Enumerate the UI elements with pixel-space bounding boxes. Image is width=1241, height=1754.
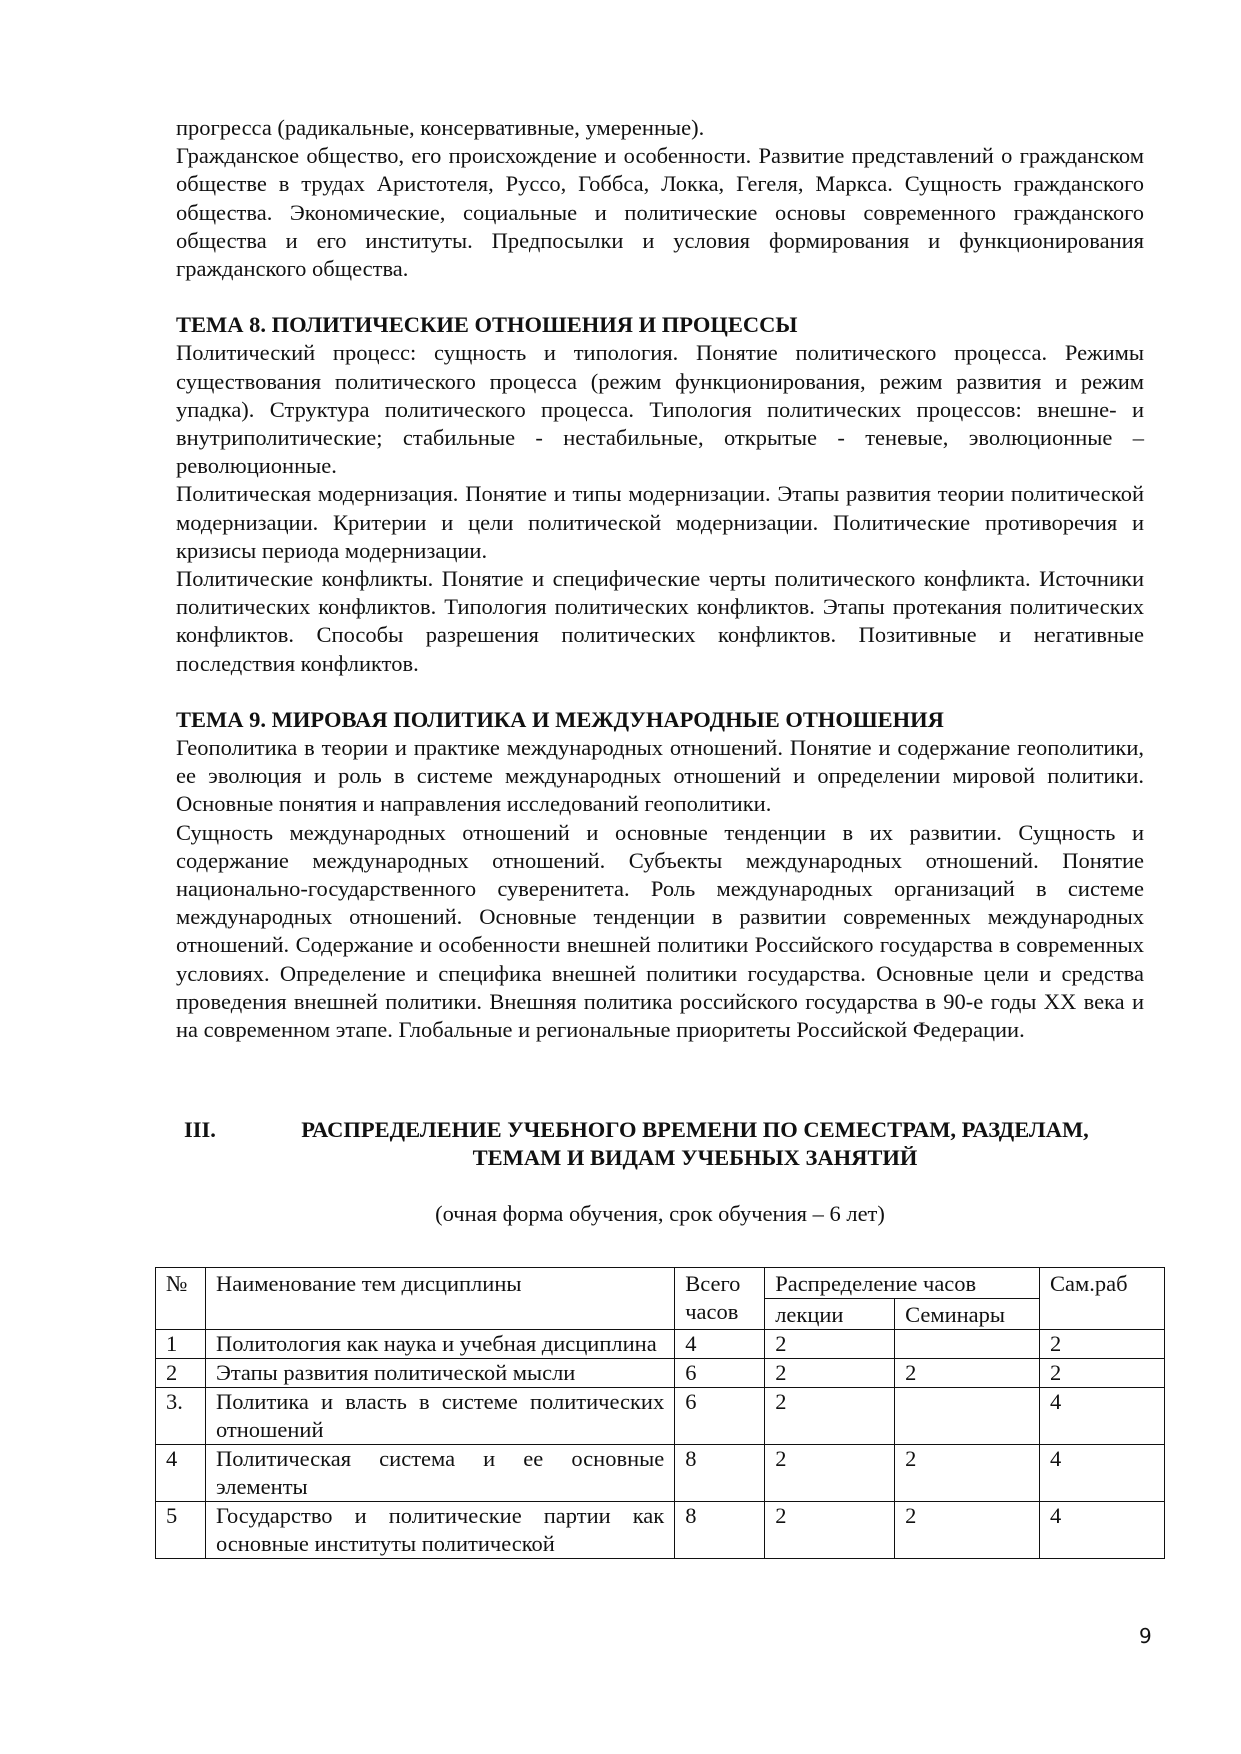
cell-total: 6 [675,1388,765,1445]
paragraph: Политические конфликты. Понятие и специфические черты политического конфликта. Источники политических конфликтов. Типология политических конфликтов. Этапы протекания политических конфликтов. Способы разрешения политических конфликтов. Позитивные и негативные последствия конфликтов. [176,566,1144,676]
paragraph: Гражданское общество, его происхождение и особенности. Развитие представлений о гражданском обществе в трудах Аристотеля, Руссо, Гоббса, Локка, Гегеля, Маркса. Сущность гражданского общества. Экономические, социальные и политические основы современного гражданского общества и его институты. Предпосылки и условия формирования и функционирования гражданского общества. [176,143,1144,282]
table-row [156,1445,1165,1502]
section-heading [176,1116,1144,1172]
header-distribution: Распределение часов [765,1268,1040,1299]
header-num: № [156,1268,206,1330]
document-body [176,114,1144,1044]
header-name: Наименование тем дисциплины [205,1268,674,1330]
header-total-line1: Всего [685,1271,741,1296]
cell-name: Политология как наука и учебная дисциплина [205,1330,674,1359]
cell-selfwork: 2 [1040,1359,1165,1388]
paragraph: прогресса (радикальные, консервативные, умеренные). [176,115,705,140]
section-title-line-2: ТЕМАМ И ВИДАМ УЧЕБНЫХ ЗАНЯТИЙ [472,1145,918,1170]
cell-selfwork: 4 [1040,1502,1165,1559]
topic-9-heading: ТЕМА 9. МИРОВАЯ ПОЛИТИКА И МЕЖДУНАРОДНЫЕ ОТНОШЕНИЯ [176,706,944,732]
cell-name: Этапы развития политической мысли [205,1359,674,1388]
cell-lectures: 2 [765,1502,895,1559]
paragraph: Сущность международных отношений и основные тенденции в их развитии. Сущность и содержание международных отношений. Субъекты международных отношений. Понятие национально-государственного суверенитета. Роль международных организаций в системе международных отношений. Основные тенденции в развитии современных международных отношений. Содержание и особенности внешней политики Российского государства в современных условиях. Определение и специфика внешней политики государства. Основные цели и средства проведения внешней политики. Внешняя политика российского государства в 90-е годы XX века и на современном этапе. Глобальные и региональные приоритеты Российской Федерации. [176,819,1144,1043]
cell-total: 6 [675,1359,765,1388]
cell-lectures: 2 [765,1359,895,1388]
table-row [156,1359,1165,1388]
cell-total: 8 [675,1445,765,1502]
cell-lectures: 2 [765,1388,895,1445]
section-subtitle: (очная форма обучения, срок обучения – 6 лет) [435,1201,885,1226]
cell-total: 4 [675,1330,765,1359]
cell-selfwork: 4 [1040,1445,1165,1502]
cell-seminars [895,1330,1040,1359]
cell-num: 2 [156,1359,206,1388]
cell-seminars: 2 [895,1359,1040,1388]
cell-num: 1 [156,1330,206,1359]
cell-seminars [895,1388,1040,1445]
cell-selfwork: 4 [1040,1388,1165,1445]
cell-selfwork: 2 [1040,1330,1165,1359]
cell-lectures: 2 [765,1445,895,1502]
cell-total: 8 [675,1502,765,1559]
cell-seminars: 2 [895,1502,1040,1559]
page-number: 9 [1139,1624,1152,1648]
table-row [156,1388,1165,1445]
cell-num: 3. [156,1388,206,1445]
header-total-line2: часов [685,1299,739,1324]
header-lectures: лекции [765,1299,895,1330]
header-selfwork: Сам.раб [1040,1268,1165,1330]
table-row [156,1330,1165,1359]
paragraph: Геополитика в теории и практике международных отношений. Понятие и содержание геополитики, ее эволюция и роль в системе международных отношений и определении мировой политики. Основные понятия и направления исследований геополитики. [176,735,1144,817]
cell-name: Политическая система и ее основные элементы [205,1445,674,1502]
cell-num: 5 [156,1502,206,1559]
section-title-line-1: РАСПРЕДЕЛЕНИЕ УЧЕБНОГО ВРЕМЕНИ ПО СЕМЕСТРАМ, РАЗДЕЛАМ, [301,1117,1089,1142]
header-seminars: Семинары [895,1299,1040,1330]
cell-name: Политика и власть в системе политических отношений [205,1388,674,1445]
cell-num: 4 [156,1445,206,1502]
cell-lectures: 2 [765,1330,895,1359]
paragraph: Политический процесс: сущность и типология. Понятие политического процесса. Режимы существования политического процесса (режим функционирования, режим развития и режим упадка). Структура политического процесса. Типология политических процессов: внешне- и внутриполитические; стабильные - нестабильные, открытые - теневые, эволюционные – революционные. [176,340,1144,479]
header-total [675,1268,765,1330]
cell-seminars: 2 [895,1445,1040,1502]
table-row [156,1502,1165,1559]
section-number: III. [184,1117,216,1142]
hours-distribution-table [155,1267,1165,1559]
paragraph: Политическая модернизация. Понятие и типы модернизации. Этапы развития теории политической модернизации. Критерии и цели политической модернизации. Политические противоречия и кризисы периода модернизации. [176,481,1144,563]
topic-8-heading: ТЕМА 8. ПОЛИТИЧЕСКИЕ ОТНОШЕНИЯ И ПРОЦЕССЫ [176,312,798,338]
cell-name: Государство и политические партии как основные институты политической [205,1502,674,1559]
